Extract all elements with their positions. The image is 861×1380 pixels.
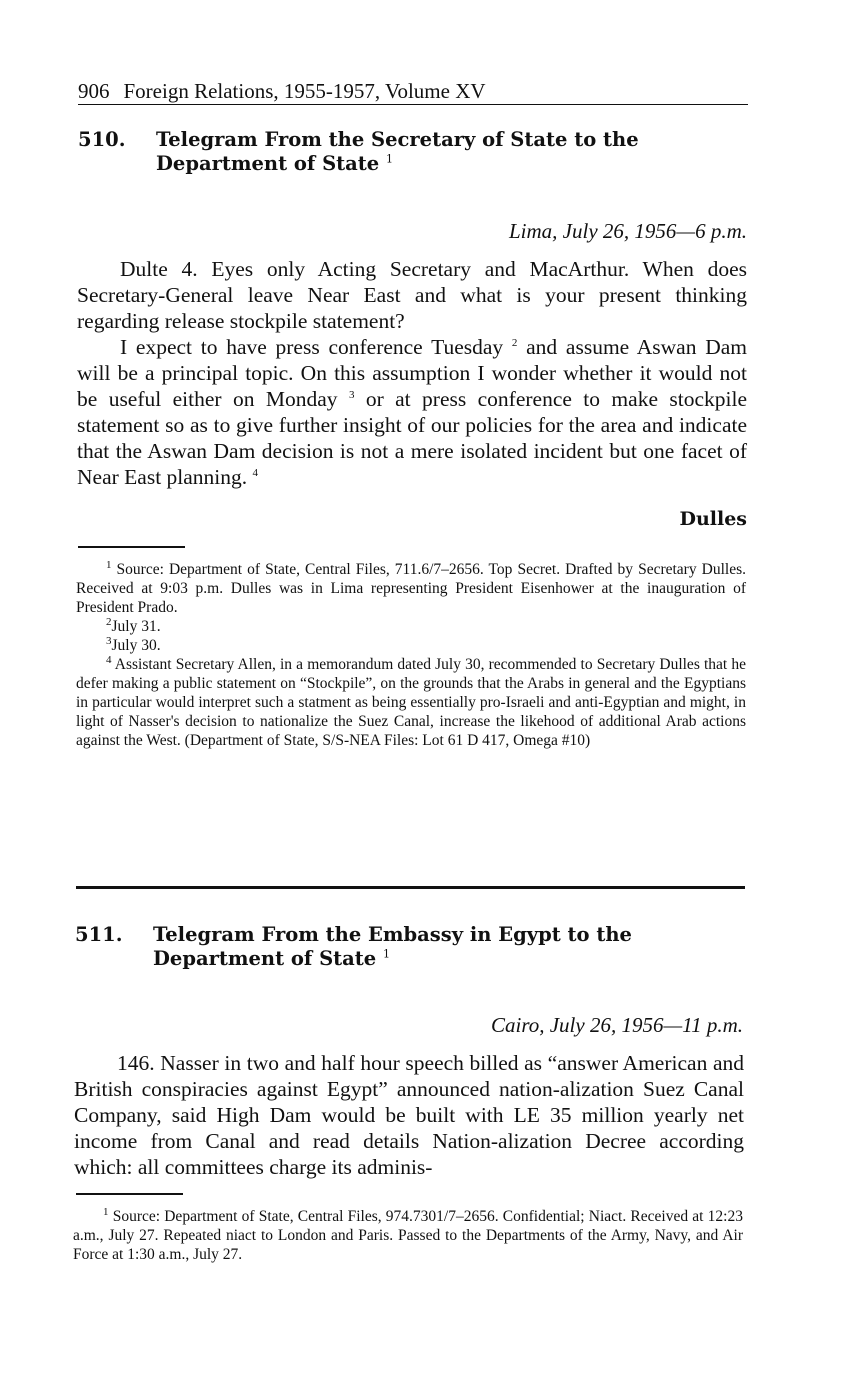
doc-510-title-note: 1 xyxy=(386,152,393,166)
doc-510-dateline: Lima, July 26, 1956—6 p.m. xyxy=(509,219,747,243)
doc-511-paragraph-1: 146. Nasser in two and half hour speech billed as “answer American and British conspiracies against Egypt” announced nation-alization Suez Canal Company, said High Dam would be built with LE 35 million yearly net income from Canal and read details Nation-alization Decree according which: all committees charge its adminis- xyxy=(74,1051,744,1179)
footnote-1: $^1$ Source: Department of State, Central Files, 711.6/7–2656. Top Secret. Drafted by Secretary Dulles. Received at 9:03 p.m. Dulles was in Lima representing President Eisenhower at the inauguration of President Prado. xyxy=(76,558,746,616)
footnote-4: $^4$ Assistant Secretary Allen, in a memorandum dated July 30, recommended to Secretary Dulles that he defer making a public statement on “Stockpile”, on the grounds that the Arabs in general and the Egyptians in particular would interpret such a statment as being essentially pro-Israeli and anti-Egyptian and might, in light of Nasser's decision to nationalize the Suez Canal, increase the likehood of additional Arab actions against the West. (Department of State, S/S-NEA Files: Lot 61 D 417, Omega #10) xyxy=(76,653,746,749)
doc-510-number: 510. xyxy=(78,128,126,151)
doc-510-paragraph-1: Dulte 4. Eyes only Acting Secretary and MacArthur. When does Secretary-General leave Near East and what is your present thinking regarding release stockpile statement? xyxy=(77,257,747,333)
page-number: 906 xyxy=(78,79,110,103)
doc-511-title-note: 1 xyxy=(383,947,390,961)
doc-510-footnote-rule xyxy=(78,546,185,548)
section-divider xyxy=(76,886,745,889)
doc-510-body xyxy=(77,256,747,490)
doc-511-footnotes xyxy=(73,1207,743,1264)
footnote-2: $^2$July 31. xyxy=(106,615,161,635)
doc-510-heading xyxy=(78,128,748,176)
doc-511-dateline: Cairo, July 26, 1956—11 p.m. xyxy=(491,1013,743,1037)
doc-511-footnote-1: $^1$ Source: Department of State, Central Files, 974.7301/7–2656. Confidential; Niact. Received at 12:23 a.m., July 27. Repeated niact to London and Paris. Passed to the Departments of the Army, Navy, and Air Force at 1:30 a.m., July 27. xyxy=(73,1205,743,1263)
running-header xyxy=(78,78,748,105)
doc-510-footnotes xyxy=(76,560,746,750)
doc-511-number: 511. xyxy=(75,923,123,946)
doc-511-footnote-rule xyxy=(76,1193,183,1195)
doc-510-signature: Dulles xyxy=(679,508,747,530)
doc-511-body xyxy=(74,1050,744,1180)
footnote-ref-2: 2 xyxy=(511,336,518,349)
footnote-3: $^3$July 30. xyxy=(106,634,161,654)
footnote-ref-4: 4 xyxy=(252,466,259,479)
doc-510-title: Telegram From the Secretary of State to the Department of State $^1$ xyxy=(156,128,639,175)
doc-511-heading xyxy=(75,923,745,971)
doc-510-paragraph-2: I expect to have press conference Tuesday $^2$ and assume Aswan Dam will be a principal topic. On this assumption I wonder whether it would not be useful either on Monday $^3$ or at press conference to make stockpile statement so as to give further insight of our policies for the area and indicate that the Aswan Dam decision is not a mere isolated incident but one facet of Near East planning. $^4$ xyxy=(77,335,748,489)
footnote-ref-3: 3 xyxy=(348,388,355,401)
volume-title: Foreign Relations, 1955-1957, Volume XV xyxy=(123,79,486,103)
doc-511-title: Telegram From the Embassy in Egypt to the Department of State $^1$ xyxy=(153,923,632,970)
